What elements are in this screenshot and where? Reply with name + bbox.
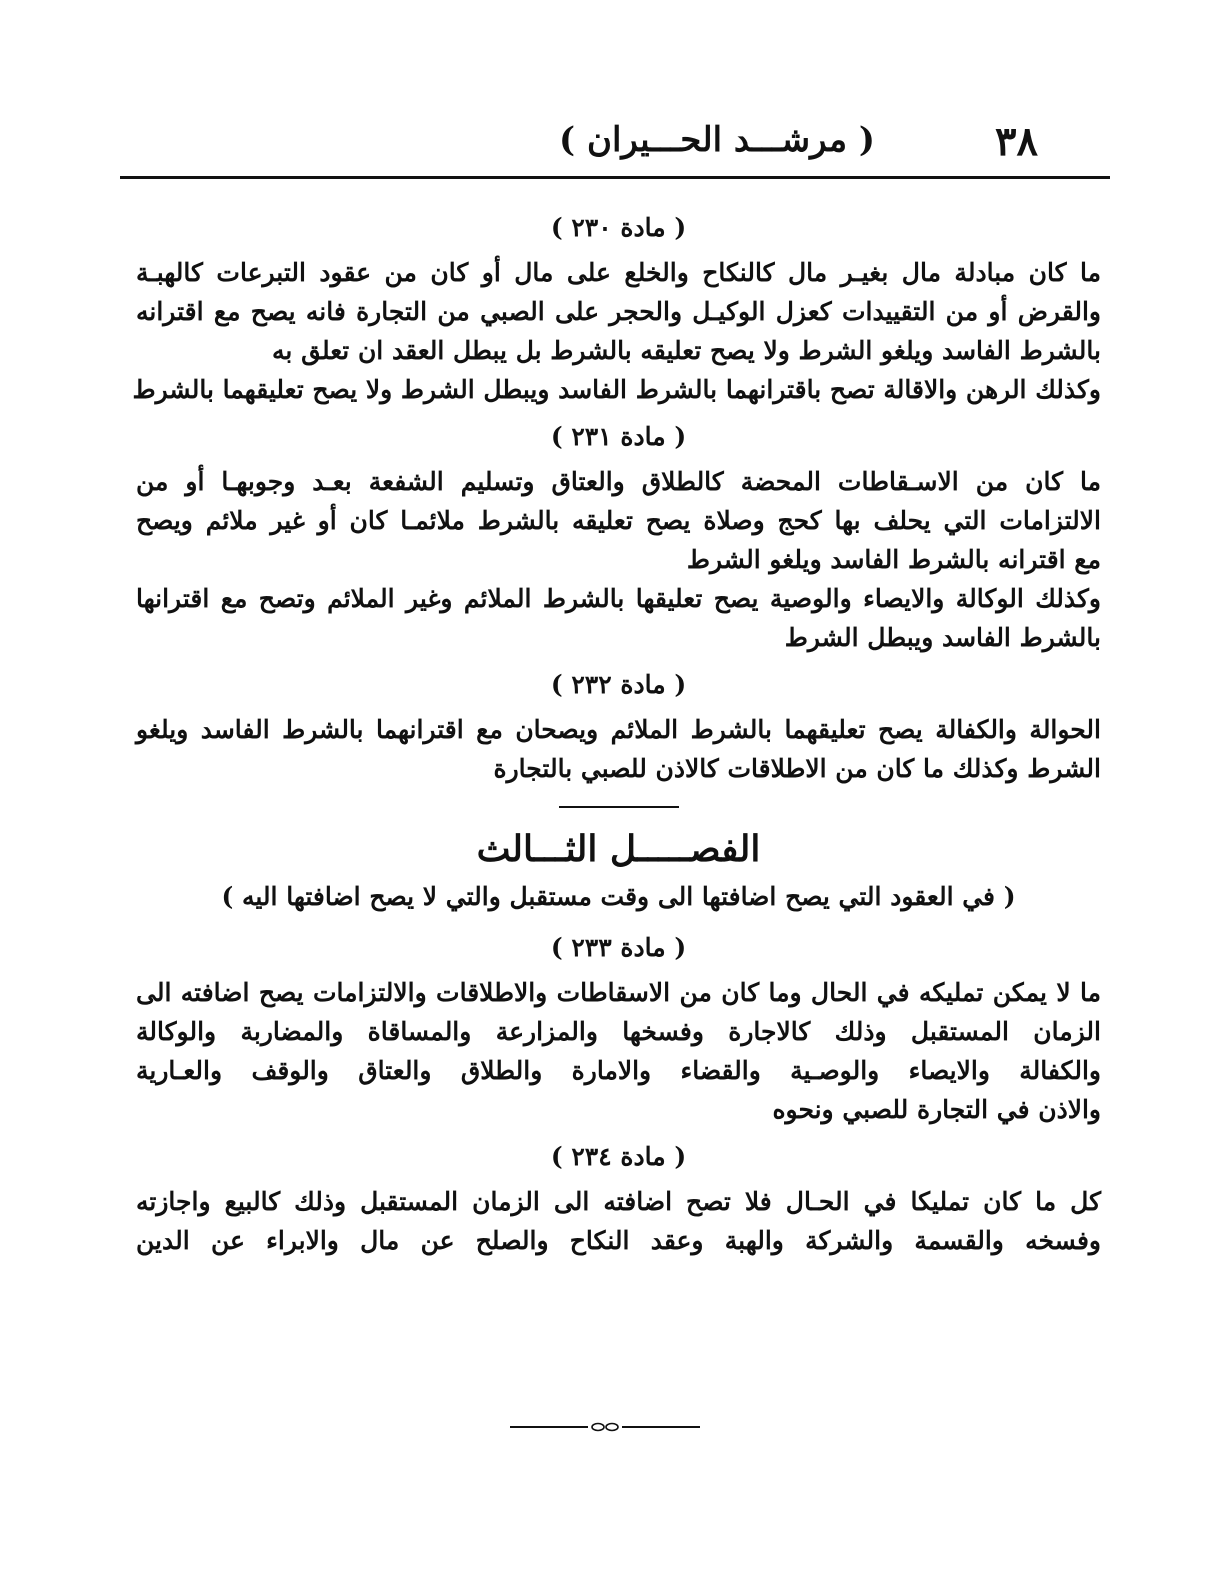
text-line: ما كان من الاسـقاطات المحضة كالطلاق والعتاق وتسليم الشفعة بعـد وجوبهـا أو من xyxy=(136,467,1101,496)
article-heading: ( مادة ٢٣١ ) xyxy=(550,422,687,451)
text-line: الحوالة والكفالة يصح تعليقهما بالشرط الملائم ويصحان مع اقترانهما بالشرط الفاسد ويلغو xyxy=(136,715,1101,744)
text-line: ما لا يمكن تمليكه في الحال وما كان من الاسقاطات والاطلاقات والالتزامات يصح اضافته الى xyxy=(136,978,1101,1007)
text-line: الزمان المستقبل وذلك كالاجارة وفسخها والمزارعة والمساقاة والمضاربة والوكالة xyxy=(136,1017,1101,1046)
page-body xyxy=(132,200,1101,1260)
text-line: وكذلك الرهن والاقالة تصح باقترانهما بالشرط الفاسد ويبطل الشرط ولا يصح تعليقهما بالشرط xyxy=(132,375,1101,404)
text-line: والكفالة والايصاء والوصـية والقضاء والامارة والطلاق والعتاق والوقف والعـارية xyxy=(136,1056,1101,1085)
text-line: وكذلك الوكالة والايصاء والوصية يصح تعليقها بالشرط الملائم وغير الملائم وتصح مع اقترانها xyxy=(136,584,1101,613)
text-line: الشرط وكذلك ما كان من الاطلاقات كالاذن للصبي بالتجارة xyxy=(493,754,1101,783)
chapter-title: الفصـــــل الثـــالث xyxy=(476,828,761,870)
text-line: بالشرط الفاسد ويبطل الشرط xyxy=(784,623,1101,652)
article-233 xyxy=(136,928,1101,1129)
article-heading: ( مادة ٢٣٢ ) xyxy=(550,670,687,699)
article-230 xyxy=(132,208,1101,409)
article-232 xyxy=(136,665,1101,788)
article-231 xyxy=(136,417,1101,657)
article-heading: ( مادة ٢٣٤ ) xyxy=(550,1142,687,1171)
text-line: وفسخه والقسمة والشركة والهبة وعقد النكاح والصلح عن مال والابراء عن الدين xyxy=(136,1226,1101,1255)
header-rule xyxy=(120,176,1110,179)
text-line: بالشرط الفاسد ويلغو الشرط ولا يصح تعليقه بالشرط بل يبطل العقد ان تعلق به xyxy=(272,336,1101,365)
article-heading: ( مادة ٢٣٠ ) xyxy=(550,213,687,242)
end-ornament-icon xyxy=(510,1420,700,1434)
running-title: ( مرشـــد الحـــيران ) xyxy=(559,120,875,160)
page-header xyxy=(120,118,1110,170)
page-number: ٣٨ xyxy=(995,118,1038,165)
article-234 xyxy=(136,1137,1101,1260)
text-line: ما كان مبادلة مال بغيـر مال كالنكاح والخلع على مال أو كان من عقود التبرعات كالهبـة xyxy=(136,258,1101,287)
chapter-subtitle: ( في العقود التي يصح اضافتها الى وقت مستقبل والتي لا يصح اضافتها اليه ) xyxy=(221,882,1016,911)
text-line: مع اقترانه بالشرط الفاسد ويلغو الشرط xyxy=(686,545,1101,574)
text-line: والاذن في التجارة للصبي ونحوه xyxy=(772,1095,1101,1124)
text-line: والقرض أو من التقييدات كعزل الوكيـل والحجر على الصبي من التجارة فانه يصح مع اقترانه xyxy=(136,297,1101,326)
text-line: كل ما كان تمليكا في الحـال فلا تصح اضافته الى الزمان المستقبل وذلك كالبيع واجازته xyxy=(136,1187,1101,1216)
section-separator xyxy=(559,806,679,808)
article-heading: ( مادة ٢٣٣ ) xyxy=(550,933,687,962)
text-line: الالتزامات التي يحلف بها كحج وصلاة يصح تعليقه بالشرط ملائمـا كان أو غير ملائم ويصح xyxy=(136,506,1101,535)
